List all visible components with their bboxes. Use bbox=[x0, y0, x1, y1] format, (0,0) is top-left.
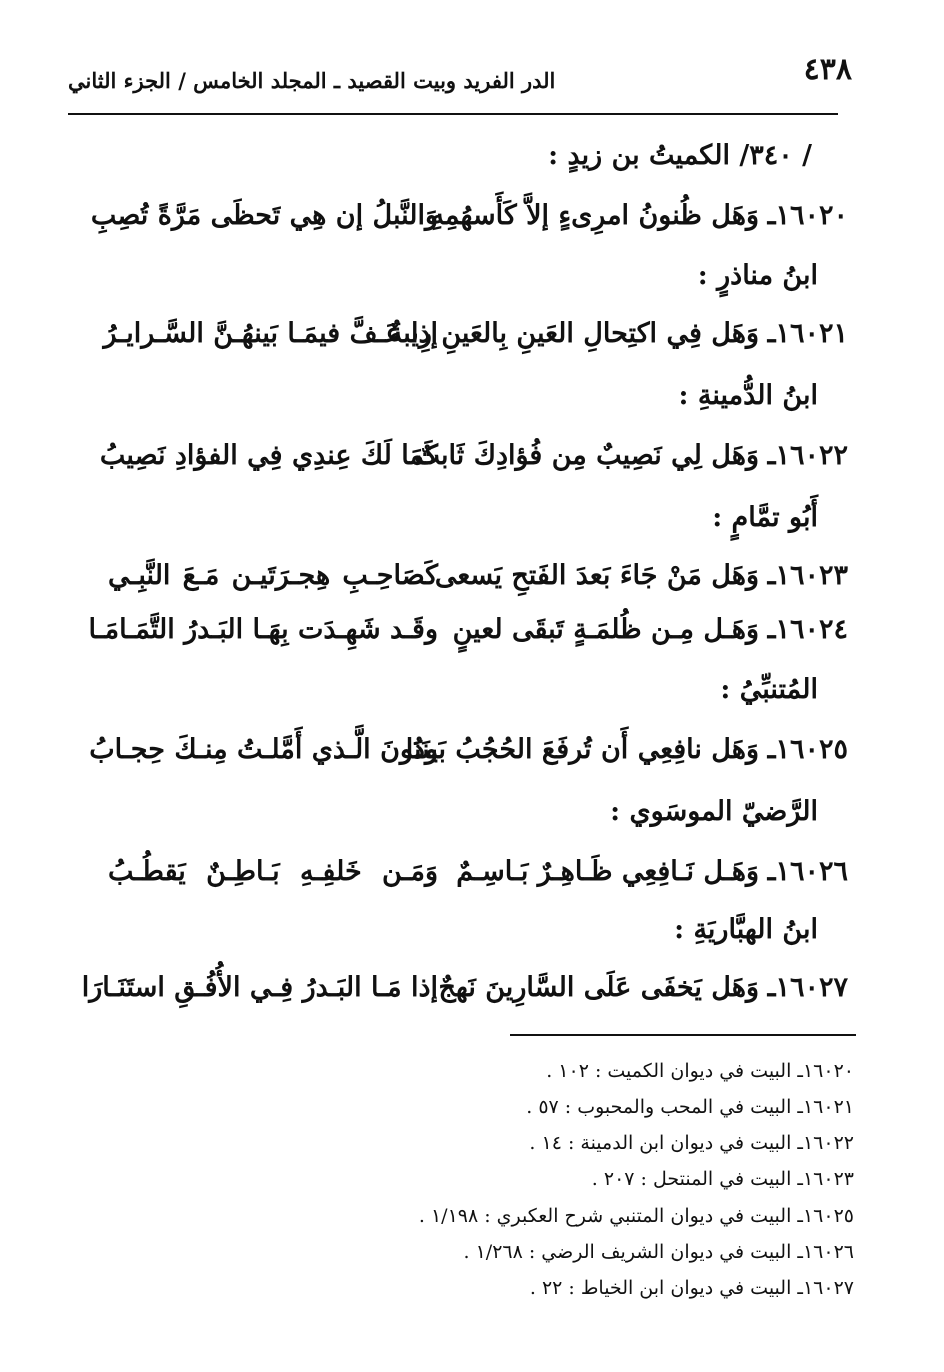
verse-second-hemistich: وَمَـن خَلفِـهِ بَـاطِـنٌ يَقطُـبُ bbox=[108, 856, 438, 887]
poet-name: المُتنبِّيُ : bbox=[720, 674, 818, 705]
verse-number: ١٦٠٢٦ـ bbox=[767, 856, 848, 887]
footnote: ١٦٠٢٦ـ البيت في ديوان الشريف الرضي : ١/٢٦٨ . bbox=[463, 1241, 854, 1263]
footnote: ١٦٠٢٠ـ البيت في ديوان الكميت : ١٠٢ . bbox=[546, 1060, 854, 1082]
poet-name: أَبُو تمَّامٍ : bbox=[712, 502, 818, 533]
poet-name: ابنُ الهبَّاريَةِ : bbox=[674, 914, 818, 945]
verse-number: ١٦٠٢٢ـ bbox=[767, 440, 848, 471]
verse-second-hemistich: وقَـد شَهِـدَت بِهَـا البَـدرُ التَّمَـامَـا bbox=[88, 614, 438, 645]
verse-number: ١٦٠٢٤ـ bbox=[767, 614, 848, 645]
section-heading: / ٣٤٠/ الكميتُ بن زيدٍ : bbox=[548, 140, 812, 171]
verse-second-hemistich: كَمَا لَكَ عِندِي فِي الفؤادِ نَصِيبُ bbox=[99, 440, 438, 471]
verse-first-hemistich: وَهَل فِي اكتِحالِ العَينِ بِالعَينِ رِيبةٌ bbox=[388, 318, 759, 349]
footnote: ١٦٠٢٥ـ البيت في ديوان المتنبي شرح العكبري : ١/١٩٨ . bbox=[418, 1205, 854, 1227]
verse-first-hemistich: وَهَـل نَـافِعِي ظَـاهِـرٌ بَـاسِـمٌ bbox=[456, 856, 759, 887]
footnote: ١٦٠٢٢ـ البيت في ديوان ابن الدمينة : ١٤ . bbox=[529, 1132, 854, 1154]
poet-name: ابنُ مناذرٍ : bbox=[697, 260, 818, 291]
footnote: ١٦٠٢٧ـ البيت في ديوان ابن الخياط : ٢٢ . bbox=[529, 1277, 854, 1299]
footnote-rule bbox=[510, 1034, 856, 1036]
running-title: الدر الفريد وبيت القصيد ـ المجلد الخامس / الجزء الثاني bbox=[68, 68, 556, 93]
page-number: ٤٣٨ bbox=[803, 52, 852, 87]
verse-first-hemistich: وَهَـل مِـن ظُلمَـةٍ تَبقَى لعينٍ bbox=[452, 614, 759, 645]
footnote: ١٦٠٢١ـ البيت في المحب والمحبوب : ٥٧ . bbox=[526, 1096, 854, 1118]
verse-number: ١٦٠٢٧ـ bbox=[767, 972, 848, 1003]
verse-first-hemistich: وَهَل مَنْ جَاءَ بَعدَ الفَتحِ يَسعى bbox=[434, 560, 759, 591]
verse-first-hemistich: وَهَل يَخفَى عَلَى السَّارِينَ نَهجٌ bbox=[438, 972, 759, 1003]
verse-number: ١٦٠٢٥ـ bbox=[767, 734, 848, 765]
poet-name: ابنُ الدُّمينةِ : bbox=[678, 380, 818, 411]
verse-first-hemistich: وَهَل نافِعِي أَن تُرفَعَ الحُجُبُ بَينَنَا bbox=[405, 734, 759, 765]
verse-number: ١٦٠٢١ـ bbox=[767, 318, 848, 349]
verse-second-hemistich: إذا مَـا البَـدرُ فِـي الأُفُـقِ استَنَـارَا bbox=[81, 972, 438, 1003]
verse-number: ١٦٠٢٣ـ bbox=[767, 560, 848, 591]
verse-second-hemistich: ودُونَ الَّـذي أَمَّلـتُ مِنـكَ حِجـابُ bbox=[89, 734, 438, 765]
verse-number: ١٦٠٢٠ـ bbox=[767, 200, 848, 231]
header-rule bbox=[68, 113, 838, 115]
verse-second-hemistich: إذا عَـفَّ فيمَـا بَينهُـنَّ السَّـرايـرُ bbox=[103, 318, 438, 349]
verse-second-hemistich: كَصَاحِـبِ هِجـرَتَيـن مَـعَ النَّبِـي bbox=[108, 560, 438, 591]
poet-name: الرَّضيّ الموسَوي : bbox=[610, 796, 818, 827]
verse-first-hemistich: وَهَل ظُنونُ امرِىءٍ إلاَّ كَأَسهُمِهِ bbox=[430, 200, 759, 231]
verse-first-hemistich: وَهَل لِي نَصِيبٌ مِن فُؤادِكَ ثَابتٌ bbox=[414, 440, 759, 471]
verse-second-hemistich: وَالنَّبلُ إن هِي تَحظَى مَرَّةً تُصِبِ bbox=[90, 200, 438, 231]
footnote: ١٦٠٢٣ـ البيت في المنتحل : ٢٠٧ . bbox=[591, 1168, 854, 1190]
